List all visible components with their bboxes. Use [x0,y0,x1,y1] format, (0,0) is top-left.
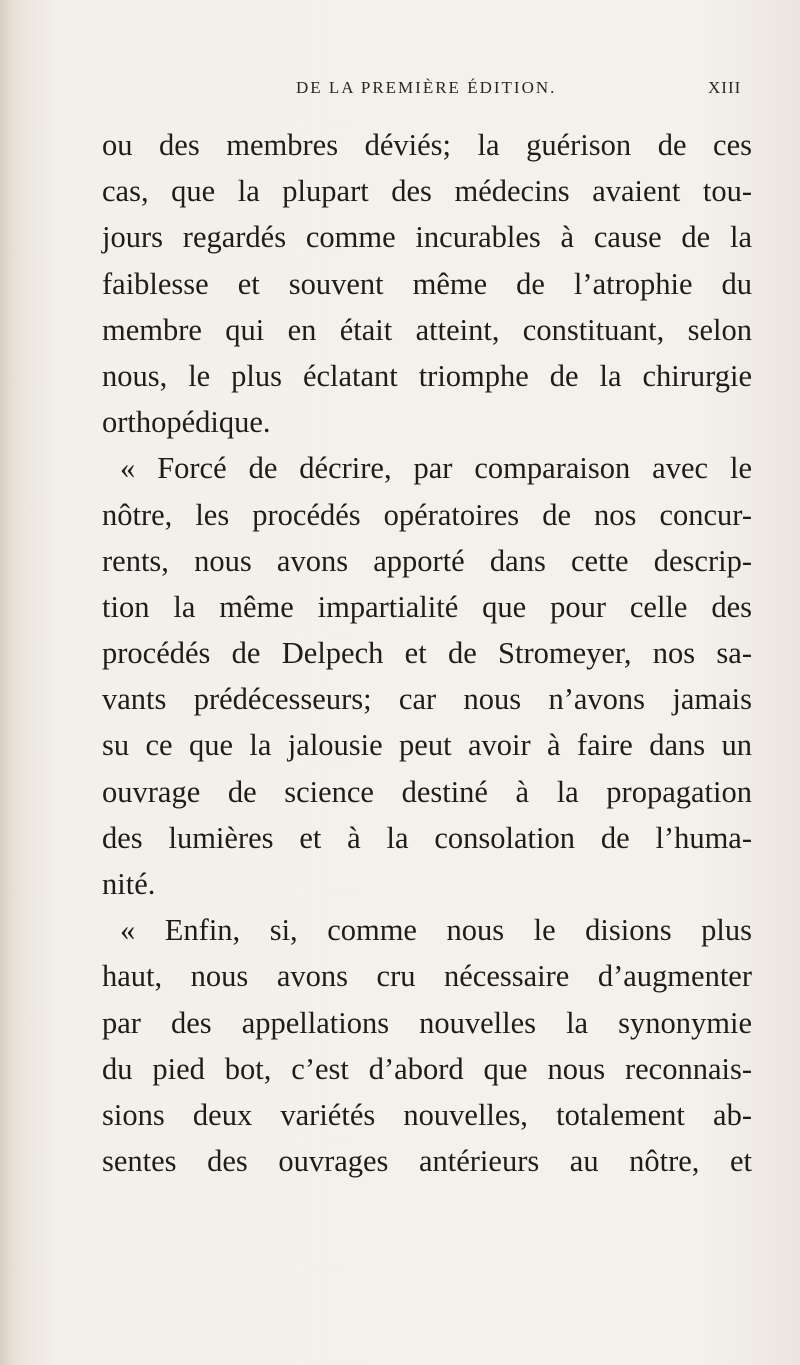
text-line: jours regardés comme incurables à cause de la [102,220,752,255]
text-line: sentes des ouvrages antérieurs au nôtre, et [102,1144,752,1179]
text-line: procédés de Delpech et de Stromeyer, nos sa- [102,636,752,671]
text-line: nous, le plus éclatant triomphe de la chirurgie [102,358,752,393]
text-line: des lumières et à la consolation de l’huma- [102,820,752,855]
text-line: sions deux variétés nouvelles, totalement ab- [102,1097,752,1132]
text-line: nité. [102,867,156,901]
text-line: ou des membres déviés; la guérison de ces [102,128,752,162]
text-line: membre qui en était atteint, constituant, selon [102,312,752,347]
text-line: faiblesse et souvent même de l’atrophie du [102,266,752,301]
text-line: du pied bot, c’est d’abord que nous reconnais- [102,1051,752,1086]
text-line: par des appellations nouvelles la synonymie [102,1005,752,1040]
text-line: cas, que la plupart des médecins avaient tou- [102,174,752,209]
running-head [0,78,800,102]
text-line: haut, nous avons cru nécessaire d’augmenter [102,959,752,994]
paragraph-start-line: « Forcé de décrire, par comparaison avec le [120,451,752,486]
text-line: su ce que la jalousie peut avoir à faire dans un [102,728,752,763]
body-text [102,122,752,1184]
page-number: XIII [708,78,742,97]
page-edge-stain [0,0,26,1365]
text-line: rents, nous avons apporté dans cette descrip- [102,543,752,578]
text-line: tion la même impartialité que pour celle des [102,589,752,624]
text-line: ouvrage de science destiné à la propagation [102,774,752,809]
paragraph-start-line: « Enfin, si, comme nous le disions plus [120,913,752,948]
text-line: vants prédécesseurs; car nous n’avons jamais [102,682,752,717]
text-line: nôtre, les procédés opératoires de nos concur- [102,497,752,532]
running-head-title: DE LA PREMIÈRE ÉDITION. [296,78,557,97]
text-line: orthopédique. [102,405,271,440]
